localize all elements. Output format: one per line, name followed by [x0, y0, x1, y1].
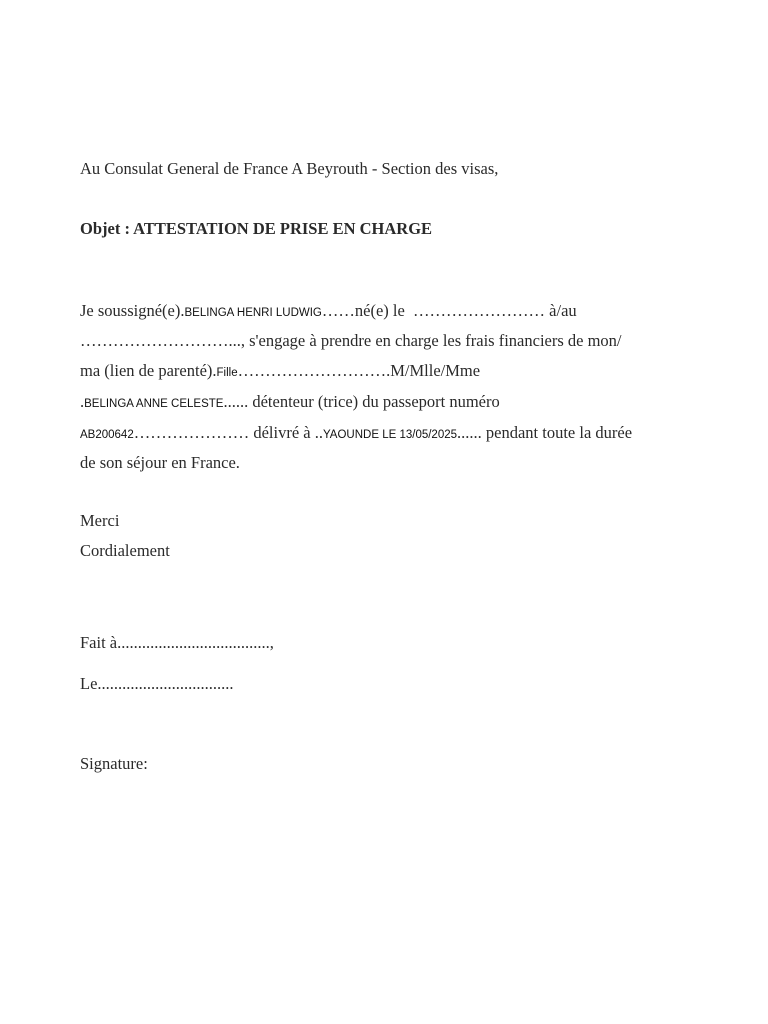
date-line: Le.................................: [80, 674, 234, 693]
body-line-2: ………………………..., s'engage à prendre en charge les frais financiers de mon/: [80, 331, 622, 350]
body-line-5: [80, 423, 632, 445]
body-line-6: de son séjour en France.: [80, 453, 240, 472]
body-line-1: [80, 301, 577, 323]
closing-merci: Merci: [80, 511, 120, 530]
body-text: ...... pendant toute la durée: [457, 423, 633, 442]
body-text: ………………… délivré à ..: [133, 423, 323, 442]
body-line-4: [80, 392, 500, 414]
relationship-fill: Fille: [216, 367, 238, 379]
body-text: Je soussigné(e).: [80, 301, 185, 320]
body-text: ……………………….M/Mlle/Mme: [237, 361, 481, 380]
body-text: .: [80, 392, 85, 411]
closing-cordialement: Cordialement: [80, 541, 170, 560]
body-text: ……né(e) le …………………… à/au: [321, 301, 577, 320]
body-line-3: [80, 361, 480, 383]
subject-line: Objet : ATTESTATION DE PRISE EN CHARGE: [80, 219, 433, 238]
body-text: ma (lien de parenté).: [80, 361, 217, 380]
signer-name-fill: BELINGA HENRI LUDWIG: [184, 307, 322, 319]
beneficiary-name-fill: BELINGA ANNE CELESTE: [84, 398, 224, 410]
recipient-line: Au Consulat General de France A Beyrouth - Section des visas,: [80, 159, 499, 178]
body-text: ...... détenteur (trice) du passeport numéro: [223, 392, 500, 411]
signature-label: Signature:: [80, 754, 148, 773]
issue-place-date-fill: YAOUNDE LE 13/05/2025: [322, 429, 458, 441]
fait-a-line: Fait à.....................................,: [80, 633, 274, 652]
passport-number-fill: AB200642: [80, 429, 134, 441]
